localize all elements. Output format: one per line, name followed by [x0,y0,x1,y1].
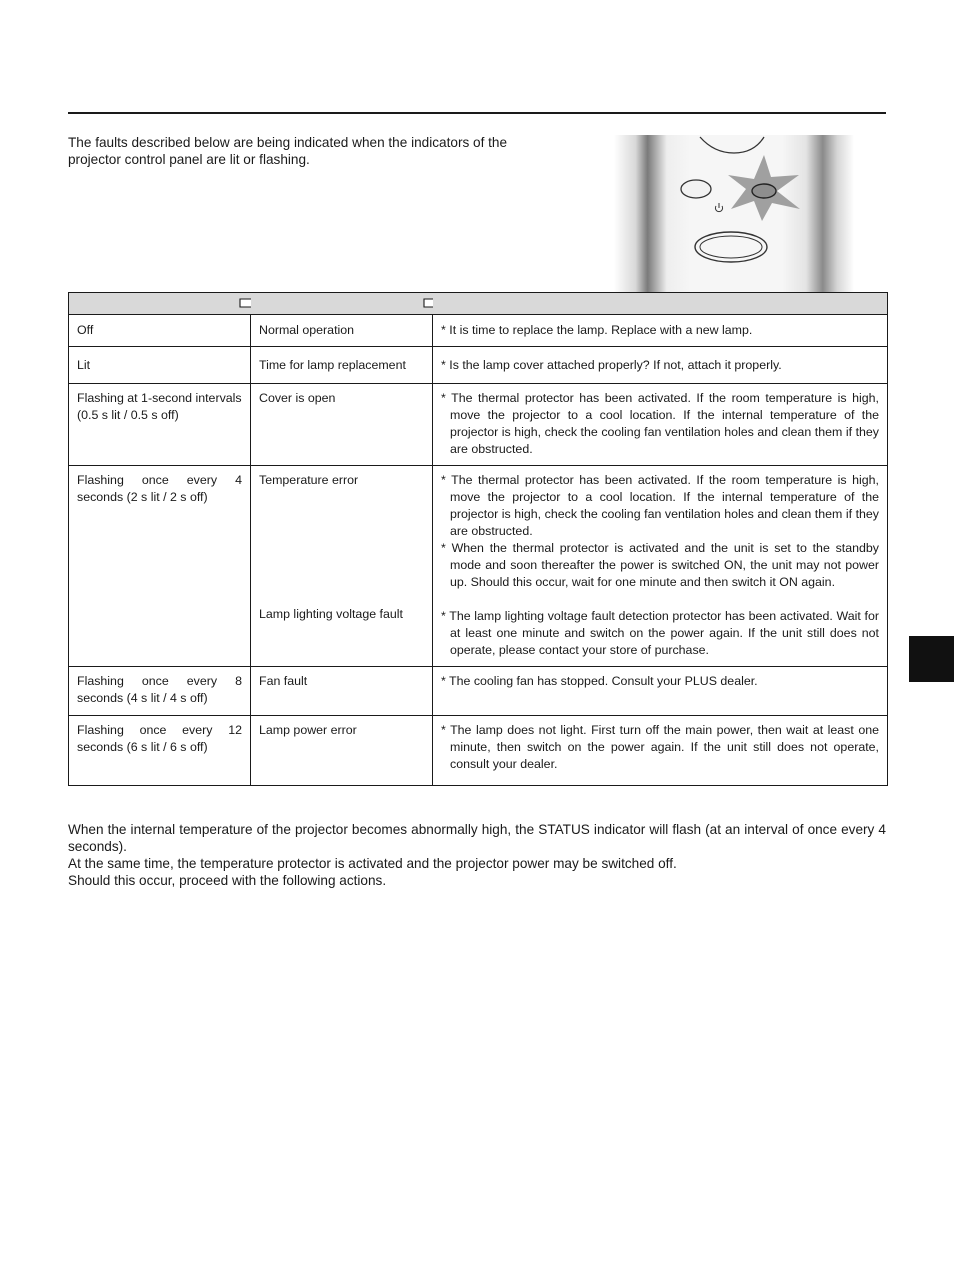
section-tab-marker [909,636,954,682]
remedy-cell: * Is the lamp cover attached properly? If not, attach it properly. [433,347,888,384]
header-cell [69,293,251,315]
table-header-row [69,293,888,315]
remedy-cell: * The thermal protector has been activated. If the room temperature is high, move the projector to a cool location. If the internal temperature of the projector is high, check the cooling fan ventilation holes and clean them if they are obstructed. * When the thermal protector is activated and the unit is set to the standby mode and soon thereafter the power is switched ON, the unit may not power up. Should this occur, wait for one minute and then switch it ON again. * The lamp lighting voltage fault detection protector has been activated. Wait for at least one minute and switch on the power again. If the unit still does not operate, please contact your store of purchase. [433,466,888,667]
outro-paragraph: Should this occur, proceed with the following actions. [68,873,387,888]
table-row [69,347,888,384]
condition-cell: Normal operation [251,315,433,347]
table-row [69,667,888,716]
header-cell [251,293,433,315]
indicator-cell: Flashing once every 4 seconds (2 s lit / 2 s off) [69,466,251,667]
outro-text [68,821,886,889]
intro-text: The faults described below are being indicated when the indicators of the projector control panel are lit or flashing. [68,135,508,167]
condition-cell: Lamp power error [251,716,433,786]
condition-cell: Time for lamp replacement [251,347,433,384]
indicator-cell: Lit [69,347,251,384]
table-row [69,466,888,667]
indicator-lamp [681,180,711,198]
outro-paragraph: When the internal temperature of the projector becomes abnormally high, the STATUS indicator will flash (at an interval of once every 4 seconds). [68,822,886,854]
indicator-cell: Flashing once every 8 seconds (4 s lit / 4 s off) [69,667,251,716]
remedy-cell: * The lamp does not light. First turn off the main power, then wait at least one minute, then switch on the power again. If the unit still does not operate, consult your dealer. [433,716,888,786]
control-panel-illustration [614,135,854,292]
indicator-cell: Flashing at 1-second intervals (0.5 s lit / 0.5 s off) [69,384,251,466]
table-row [69,716,888,786]
indicator-cell: Off [69,315,251,347]
top-rule [68,112,886,114]
outro-paragraph: At the same time, the temperature protector is activated and the projector power may be switched off. [68,856,677,871]
fault-indicator-table [68,292,888,786]
remedy-cell: * The cooling fan has stopped. Consult your PLUS dealer. [433,667,888,716]
condition-cell: Temperature error Lamp lighting voltage fault [251,466,433,667]
condition-cell: Cover is open [251,384,433,466]
table-row [69,384,888,466]
remedy-cell: * The thermal protector has been activated. If the room temperature is high, move the projector to a cool location. If the internal temperature of the projector is high, check the cooling fan ventilation holes and clean them if they are obstructed. [433,384,888,466]
header-cell [433,293,888,315]
indicator-cell: Flashing once every 12 seconds (6 s lit / 6 s off) [69,716,251,786]
status-indicator [752,184,776,198]
table-row [69,315,888,347]
condition-cell: Fan fault [251,667,433,716]
remedy-cell: * It is time to replace the lamp. Replace with a new lamp. [433,315,888,347]
